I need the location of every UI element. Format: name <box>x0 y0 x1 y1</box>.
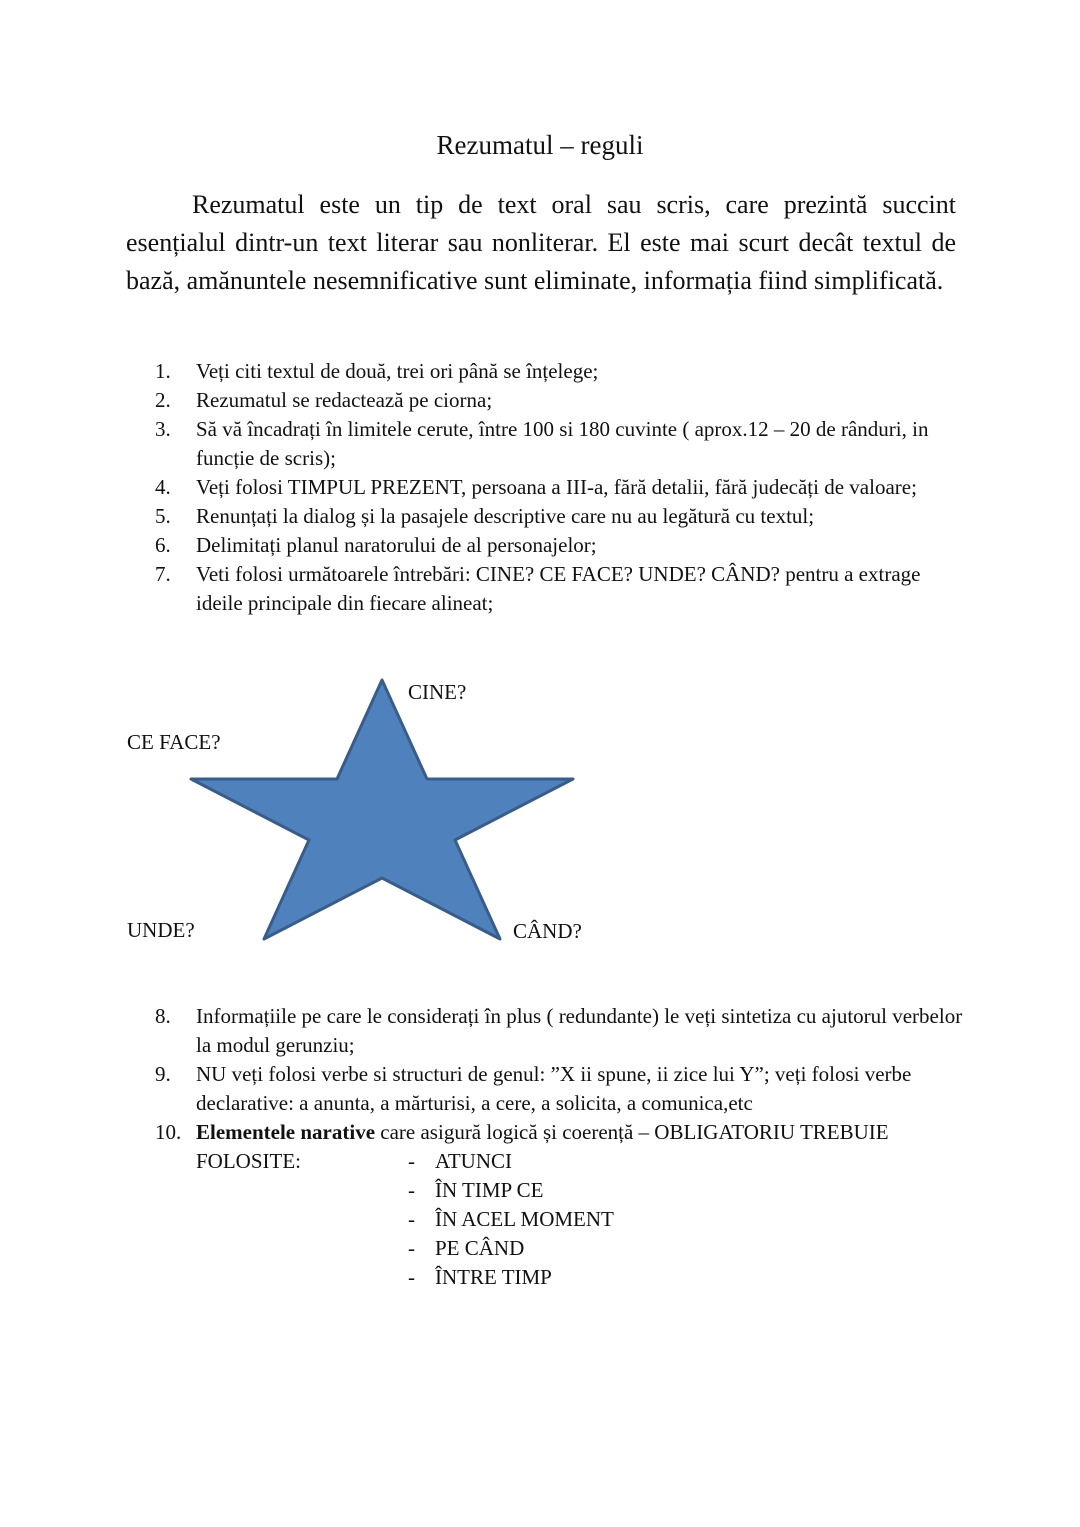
bullet-dash: - <box>408 1265 415 1289</box>
list-item-text <box>196 1118 967 1147</box>
bullet-list <box>408 1147 967 1292</box>
dash-bullet-item <box>408 1205 967 1234</box>
dash-bullet-item <box>408 1147 967 1176</box>
list-item-text: Renunțați la dialog și la pasajele descriptive care nu au legătură cu textul; <box>196 504 815 528</box>
list-item-number: 4. <box>155 475 171 499</box>
bullet-text: ATUNCI <box>435 1149 512 1173</box>
list-item-number: 3. <box>155 417 171 441</box>
bullet-text: ÎNTRE TIMP <box>435 1265 552 1289</box>
list-item <box>155 531 967 560</box>
intro-paragraph: Rezumatul este un tip de text oral sau scris, care prezintă succint esențialul dintr-un text literar sau nonliterar. El este mai scurt decât textul de bază, amănuntele nesemnificative sunt eliminate, informația fiind simplificată. <box>126 190 956 295</box>
list-item-number: 1. <box>155 359 171 383</box>
rules-list-1-7 <box>155 357 967 618</box>
list-item-bold-text: Elementele narative <box>196 1120 376 1144</box>
list-item <box>155 560 967 618</box>
star-polygon <box>191 680 573 939</box>
star-label-cine: CINE? <box>408 680 467 704</box>
dash-bullet-item <box>408 1263 967 1292</box>
list-item-number: 5. <box>155 504 171 528</box>
bullet-dash: - <box>408 1236 415 1260</box>
rules-list-8-10 <box>155 1002 967 1292</box>
list-item <box>155 386 967 415</box>
star-label-unde: UNDE? <box>127 918 195 942</box>
star-shape <box>0 650 1080 1010</box>
folosite-label: FOLOSITE: <box>196 1149 301 1173</box>
star-diagram <box>0 650 1080 1010</box>
list-item-text: Informațiile pe care le considerați în plus ( redundante) le veți sintetiza cu ajutorul verbelor la modul gerunziu; <box>196 1004 963 1057</box>
list-item-text: Veți citi textul de două, trei ori până se înțelege; <box>196 359 599 383</box>
list-item-number: 9. <box>155 1062 171 1086</box>
list-item-text: Rezumatul se redactează pe ciorna; <box>196 388 493 412</box>
bullet-dash: - <box>408 1207 415 1231</box>
list-item <box>155 1118 967 1147</box>
bullet-dash: - <box>408 1178 415 1202</box>
list-item-text: Să vă încadrați în limitele cerute, între 100 si 180 cuvinte ( aprox.12 – 20 de rânduri, in funcție de scris); <box>196 417 929 470</box>
list-item <box>155 1002 967 1060</box>
list-item-text: NU veți folosi verbe si structuri de genul: ”X ii spune, ii zice lui Y”; veți folosi verbe declarative: a anunta, a mărturisi, a cere, a solicita, a comunica,etc <box>196 1062 912 1115</box>
list-item-number: 10. <box>155 1120 182 1144</box>
folosite-row <box>196 1147 967 1292</box>
list-item-text: Delimitați planul naratorului de al personajelor; <box>196 533 597 557</box>
list-item <box>155 473 967 502</box>
list-item-continuation <box>155 1147 967 1292</box>
bullet-text: ÎN ACEL MOMENT <box>435 1207 614 1231</box>
dash-bullet-item <box>408 1176 967 1205</box>
list-item-text: Veti folosi următoarele întrebări: CINE? CE FACE? UNDE? CÂND? pentru a extrage ideile principale din fiecare alineat; <box>196 562 921 615</box>
bullet-dash: - <box>408 1149 415 1173</box>
list-item-number: 7. <box>155 562 171 586</box>
bullet-text: ÎN TIMP CE <box>435 1178 544 1202</box>
list-item-number: 6. <box>155 533 171 557</box>
dash-bullet-item <box>408 1234 967 1263</box>
page-title: Rezumatul – reguli <box>436 130 644 160</box>
list-item-number: 2. <box>155 388 171 412</box>
bullet-text: PE CÂND <box>435 1236 525 1260</box>
star-label-ce-face: CE FACE? <box>127 730 221 754</box>
list-item <box>155 357 967 386</box>
list-item-rest-text: care asigură logică și coerență – OBLIGATORIU TREBUIE <box>375 1120 889 1144</box>
list-item <box>155 502 967 531</box>
list-item <box>155 1060 967 1118</box>
list-item-number: 8. <box>155 1004 171 1028</box>
list-item-text: Veți folosi TIMPUL PREZENT, persoana a III-a, fără detalii, fără judecăți de valoare; <box>196 475 917 499</box>
star-label-cand: CÂND? <box>513 919 582 943</box>
list-item <box>155 415 967 473</box>
